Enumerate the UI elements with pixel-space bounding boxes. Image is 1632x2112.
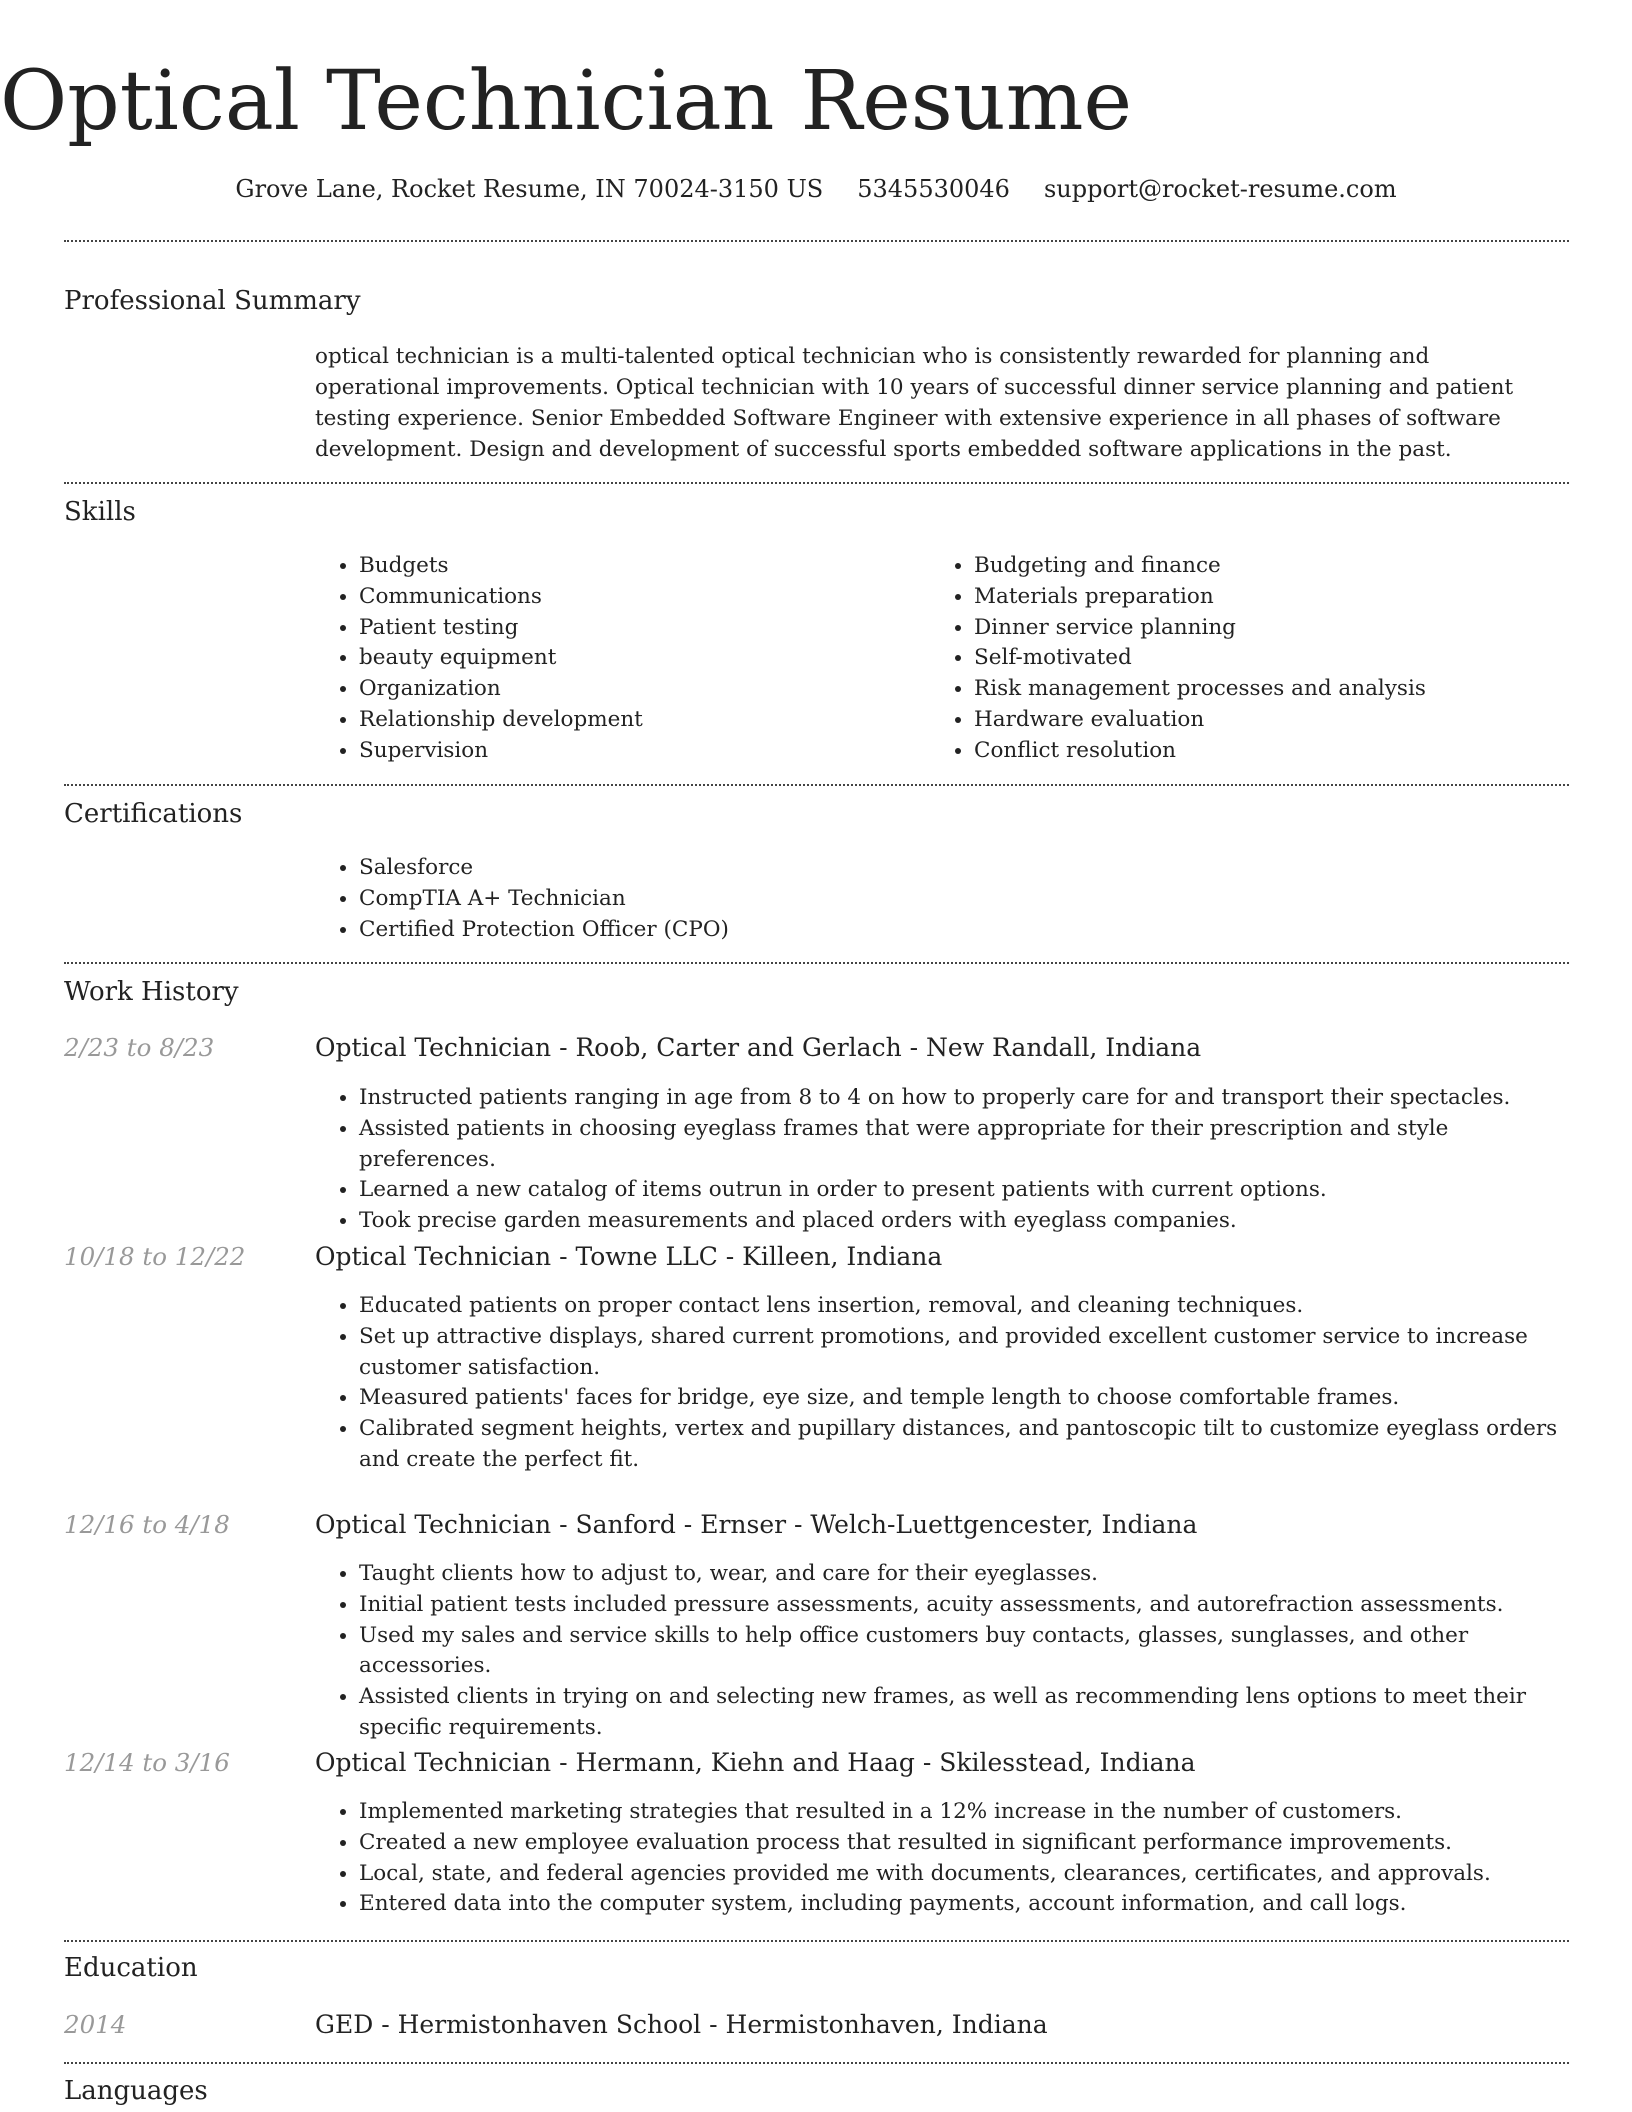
skill-item: • Budgets bbox=[359, 551, 919, 582]
skill-item: • Organization bbox=[359, 674, 919, 705]
section-divider bbox=[64, 482, 1569, 484]
certification-item: • Certified Protection Officer (CPO) bbox=[359, 915, 1559, 946]
skill-item: • Hardware evaluation bbox=[974, 705, 1594, 736]
section-title-certifications: Certifications bbox=[64, 799, 243, 829]
job-title: Optical Technician - Hermann, Kiehn and Haag - Skilesstead, Indiana bbox=[315, 1748, 1196, 1777]
job-bullet: • Set up attractive displays, shared current promotions, and provided excellent customer service to increase customer satisfaction. bbox=[359, 1322, 1589, 1384]
job-bullet: • Local, state, and federal agencies provided me with documents, clearances, certificates, and approvals. bbox=[359, 1859, 1589, 1890]
job-bullet: • Implemented marketing strategies that resulted in a 12% increase in the number of customers. bbox=[359, 1797, 1589, 1828]
skill-item: • Conflict resolution bbox=[974, 736, 1594, 767]
job-bullet: • Entered data into the computer system, including payments, account information, and call logs. bbox=[359, 1889, 1589, 1920]
job-dates: 2/23 to 8/23 bbox=[64, 1033, 215, 1062]
summary-text: optical technician is a multi-talented optical technician who is consistently rewarded for planning and operational improvements. Optical technician with 10 years of successful dinner service planning and patient testing experience. Senior Embedded Software Engineer with extensive experience in all phases of software development. Design and development of successful sports embedded software applications in the past. bbox=[315, 344, 1514, 462]
job-bullet: • Measured patients' faces for bridge, eye size, and temple length to choose comfortable frames. bbox=[359, 1383, 1589, 1414]
job-bullets bbox=[315, 1083, 1589, 1237]
skill-item: • Communications bbox=[359, 582, 919, 613]
contact-line bbox=[0, 172, 1632, 206]
section-title-languages: Languages bbox=[64, 2076, 208, 2106]
job-bullet: • Taught clients how to adjust to, wear, and care for their eyeglasses. bbox=[359, 1559, 1589, 1590]
skill-item: • Dinner service planning bbox=[974, 613, 1594, 644]
skill-item: • Patient testing bbox=[359, 613, 919, 644]
job-bullet: • Initial patient tests included pressure assessments, acuity assessments, and autorefraction assessments. bbox=[359, 1590, 1589, 1621]
section-divider bbox=[64, 962, 1569, 964]
section-title-work-history: Work History bbox=[64, 977, 239, 1007]
skill-item: • Relationship development bbox=[359, 705, 919, 736]
contact-email: support@rocket-resume.com bbox=[1043, 175, 1397, 203]
skill-item: • Materials preparation bbox=[974, 582, 1594, 613]
education-year: 2014 bbox=[64, 2010, 127, 2039]
job-dates: 10/18 to 12/22 bbox=[64, 1242, 246, 1271]
contact-phone: 5345530046 bbox=[857, 175, 1010, 203]
skill-item: • Budgeting and finance bbox=[974, 551, 1594, 582]
job-bullets bbox=[315, 1797, 1589, 1920]
section-divider bbox=[64, 784, 1569, 786]
job-bullet: • Used my sales and service skills to help office customers buy contacts, glasses, sunglasses, and other accessories. bbox=[359, 1621, 1589, 1683]
job-title: Optical Technician - Roob, Carter and Gerlach - New Randall, Indiana bbox=[315, 1033, 1202, 1062]
job-bullets bbox=[315, 1291, 1589, 1476]
skills-list-right bbox=[930, 551, 1594, 767]
contact-address: Grove Lane, Rocket Resume, IN 70024-3150 US bbox=[235, 175, 824, 203]
skill-item: • Supervision bbox=[359, 736, 919, 767]
section-title-education: Education bbox=[64, 1953, 198, 1983]
skills-list-left bbox=[315, 551, 919, 767]
skill-item: • Risk management processes and analysis bbox=[974, 674, 1594, 705]
section-divider bbox=[64, 1940, 1569, 1942]
certification-item: • CompTIA A+ Technician bbox=[359, 884, 1559, 915]
section-title-skills: Skills bbox=[64, 497, 136, 527]
job-bullet: • Educated patients on proper contact lens insertion, removal, and cleaning techniques. bbox=[359, 1291, 1589, 1322]
job-title: Optical Technician - Sanford - Ernser - Welch-Luettgencester, Indiana bbox=[315, 1510, 1198, 1539]
resume-title: Optical Technician Resume bbox=[0, 54, 1132, 149]
job-bullet: • Assisted patients in choosing eyeglass frames that were appropriate for their prescription and style preferences. bbox=[359, 1114, 1589, 1176]
job-dates: 12/14 to 3/16 bbox=[64, 1748, 230, 1777]
certifications-list bbox=[315, 853, 1559, 945]
job-dates: 12/16 to 4/18 bbox=[64, 1510, 230, 1539]
job-bullet: • Calibrated segment heights, vertex and pupillary distances, and pantoscopic tilt to customize eyeglass orders and create the perfect fit. bbox=[359, 1414, 1589, 1476]
job-title: Optical Technician - Towne LLC - Killeen, Indiana bbox=[315, 1242, 943, 1271]
section-divider bbox=[64, 2062, 1569, 2064]
job-bullet: • Assisted clients in trying on and selecting new frames, as well as recommending lens options to meet their specific requirements. bbox=[359, 1682, 1589, 1744]
certification-item: • Salesforce bbox=[359, 853, 1559, 884]
section-title-summary: Professional Summary bbox=[64, 286, 361, 316]
job-bullet: • Created a new employee evaluation process that resulted in significant performance improvements. bbox=[359, 1828, 1589, 1859]
skill-item: • beauty equipment bbox=[359, 643, 919, 674]
skill-item: • Self-motivated bbox=[974, 643, 1594, 674]
job-bullet: • Took precise garden measurements and placed orders with eyeglass companies. bbox=[359, 1206, 1589, 1237]
job-bullet: • Instructed patients ranging in age from 8 to 4 on how to properly care for and transport their spectacles. bbox=[359, 1083, 1589, 1114]
education-title: GED - Hermistonhaven School - Hermistonhaven, Indiana bbox=[315, 2010, 1048, 2039]
section-divider bbox=[64, 240, 1569, 242]
job-bullets bbox=[315, 1559, 1589, 1744]
job-bullet: • Learned a new catalog of items outrun in order to present patients with current options. bbox=[359, 1175, 1589, 1206]
